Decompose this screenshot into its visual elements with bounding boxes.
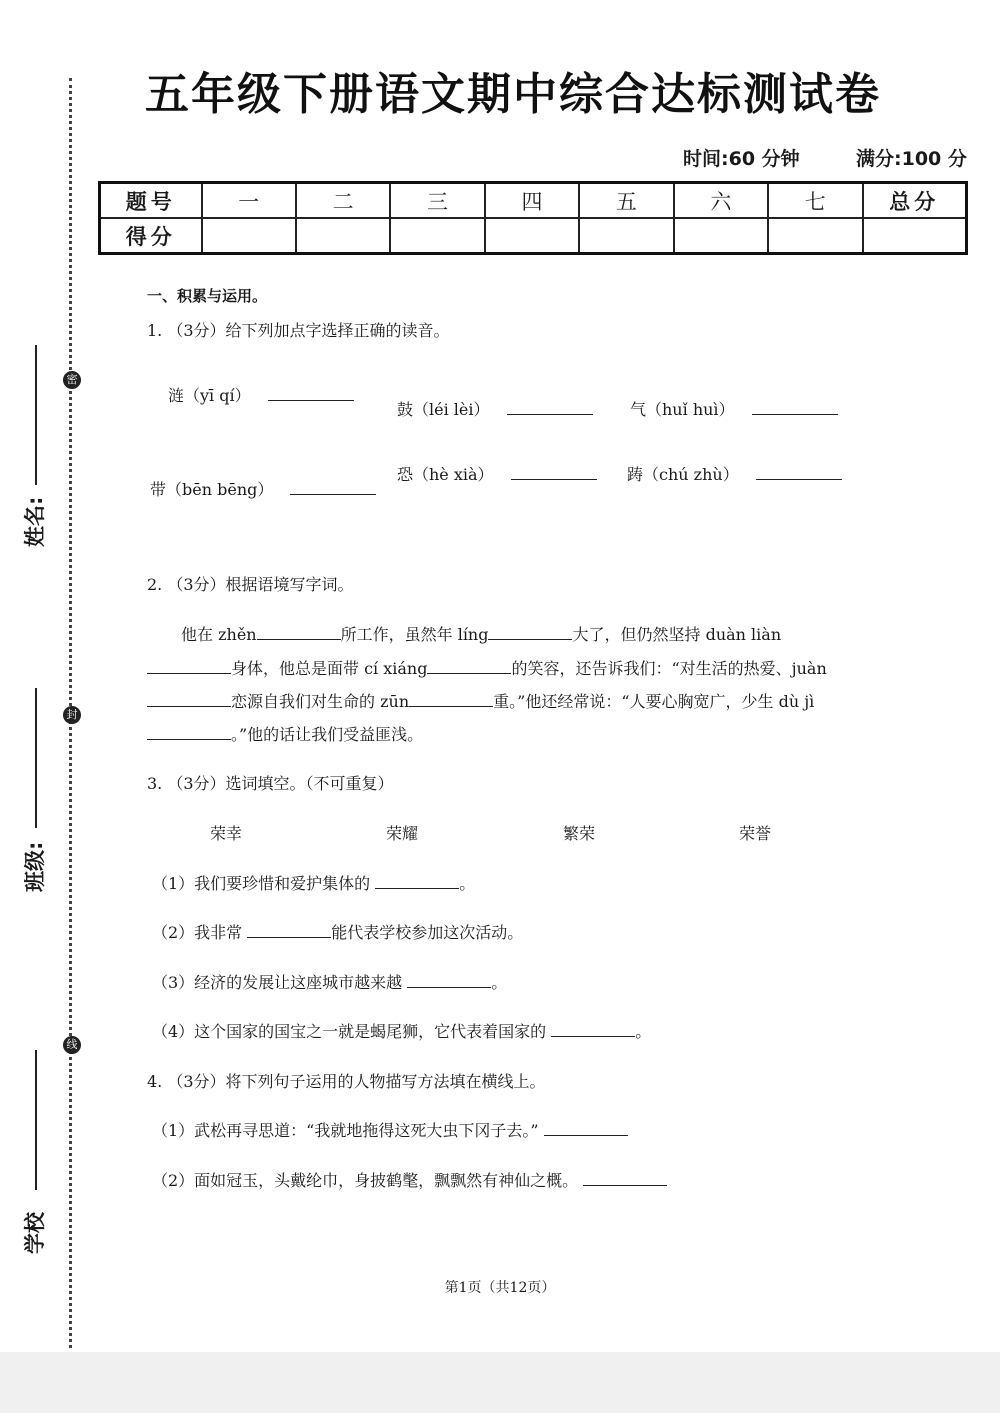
- q3-word: 荣耀: [386, 824, 419, 843]
- section-heading: 一、积累与运用。: [147, 287, 268, 305]
- answer-blank[interactable]: [407, 971, 491, 988]
- answer-blank[interactable]: [268, 384, 354, 401]
- q2-text: 大了，但仍然坚持 duàn liàn: [572, 625, 782, 644]
- q1-item-text: 踌（chú zhù）: [627, 465, 739, 484]
- q1-item-6: [150, 477, 376, 500]
- score-cell[interactable]: [768, 218, 862, 254]
- page-footer: 第1页（共12页）: [444, 1280, 556, 1296]
- q1-item-2: [397, 397, 593, 420]
- answer-blank[interactable]: [583, 1169, 667, 1186]
- score-cell[interactable]: [202, 218, 296, 254]
- q1-item-4: [397, 462, 597, 485]
- column-6: 六: [674, 183, 768, 219]
- seal-mark-mi: 密: [63, 371, 81, 389]
- answer-blank[interactable]: [147, 657, 231, 674]
- q3-word: 繁荣: [563, 824, 596, 843]
- school-label: 学校: [23, 1212, 47, 1254]
- answer-blank[interactable]: [147, 690, 231, 707]
- answer-blank[interactable]: [752, 398, 838, 415]
- q3-word: 荣幸: [210, 824, 243, 843]
- score-cell[interactable]: [296, 218, 390, 254]
- answer-blank[interactable]: [551, 1020, 635, 1037]
- q2-prompt: 2. （3分）根据语境写字词。: [147, 575, 354, 594]
- score-table-header-row: [100, 183, 967, 219]
- q3-text: （4）这个国家的国宝之一就是蝎尾狮，它代表着国家的: [152, 1022, 547, 1041]
- seal-mark-feng: 封: [63, 706, 81, 724]
- seal-mark-xian: 线: [63, 1036, 81, 1054]
- answer-blank[interactable]: [544, 1119, 628, 1136]
- q4-item-2: [152, 1168, 667, 1191]
- q3-item-3: [152, 970, 507, 993]
- column-2: 二: [296, 183, 390, 219]
- q2-text: 他在 zhěn: [181, 625, 257, 644]
- q2-text: 的笑容，还告诉我们：“对生活的热爱、juàn: [511, 659, 827, 678]
- school-field-line: [35, 1050, 37, 1190]
- q4-prompt: 4. （3分）将下列句子运用的人物描写方法填在横线上。: [147, 1072, 546, 1091]
- q2-text: 重。”他还经常说：“人要心胸宽广，少生 dù jì: [493, 692, 815, 711]
- q2-line-1: [181, 622, 781, 645]
- answer-blank[interactable]: [409, 690, 493, 707]
- score-cell[interactable]: [390, 218, 484, 254]
- name-field-line: [35, 345, 37, 485]
- q2-line-3: [147, 689, 814, 712]
- answer-blank[interactable]: [488, 623, 572, 640]
- column-4: 四: [485, 183, 579, 219]
- column-7: 七: [768, 183, 862, 219]
- q3-text: （3）经济的发展让这座城市越来越: [152, 973, 403, 992]
- q1-item-text: 带（bēn bēng）: [150, 480, 274, 499]
- q2-text: 恋源自我们对生命的 zūn: [231, 692, 410, 711]
- q1-prompt: 1. （3分）给下列加点字选择正确的读音。: [147, 321, 450, 340]
- answer-blank[interactable]: [247, 921, 331, 938]
- score-cell[interactable]: [674, 218, 768, 254]
- q3-item-2: [152, 920, 523, 943]
- answer-blank[interactable]: [756, 463, 842, 480]
- score-cell[interactable]: [579, 218, 673, 254]
- q3-word: 荣誉: [739, 824, 772, 843]
- q4-text: （2）面如冠玉，头戴纶巾，身披鹤氅，飘飘然有神仙之概。: [152, 1171, 579, 1190]
- q4-item-1: [152, 1118, 628, 1141]
- column-3: 三: [390, 183, 484, 219]
- score-table-score-row: [100, 218, 967, 254]
- q2-text: 所工作，虽然年 líng: [340, 625, 489, 644]
- class-label: 班级:: [23, 841, 47, 892]
- score-cell[interactable]: [485, 218, 579, 254]
- q2-text: 。”他的话让我们受益匪浅。: [231, 725, 424, 744]
- q3-prompt: 3. （3分）选词填空。（不可重复）: [147, 774, 394, 793]
- answer-blank[interactable]: [507, 398, 593, 415]
- name-label: 姓名:: [23, 496, 47, 547]
- column-5: 五: [579, 183, 673, 219]
- q3-text: 。: [635, 1022, 652, 1041]
- q2-line-4: [147, 722, 423, 745]
- full-score: 满分:100 分: [856, 148, 967, 170]
- answer-blank[interactable]: [147, 723, 231, 740]
- q1-item-5: [627, 462, 842, 485]
- class-field-line: [35, 688, 37, 828]
- q3-text: 能代表学校参加这次活动。: [331, 923, 524, 942]
- q1-item-1: [168, 383, 354, 406]
- score-table: [98, 181, 968, 255]
- column-1: 一: [202, 183, 296, 219]
- score-cell-total[interactable]: [863, 218, 967, 254]
- q3-item-1: [152, 871, 475, 894]
- answer-blank[interactable]: [257, 623, 341, 640]
- q3-text: （2）我非常: [152, 923, 243, 942]
- q1-item-3: [630, 397, 838, 420]
- q3-text: （1）我们要珍惜和爱护集体的: [152, 874, 371, 893]
- page-title: 五年级下册语文期中综合达标测试卷: [145, 69, 881, 120]
- column-total: 总分: [863, 183, 967, 219]
- q1-item-text: 涟（yī qí）: [168, 386, 251, 405]
- bottom-margin: [0, 1352, 1000, 1413]
- answer-blank[interactable]: [511, 463, 597, 480]
- q2-text: 身体，他总是面带 cí xiáng: [231, 659, 428, 678]
- answer-blank[interactable]: [290, 478, 376, 495]
- answer-blank[interactable]: [375, 872, 459, 889]
- q1-item-text: 鼓（léi lèi）: [397, 400, 490, 419]
- q4-text: （1）武松再寻思道：“我就地拖得这死大虫下冈子去。”: [152, 1121, 539, 1140]
- answer-blank[interactable]: [427, 657, 511, 674]
- q1-item-text: 恐（hè xià）: [397, 465, 494, 484]
- question-number-label: 题号: [100, 183, 202, 219]
- exam-time: 时间:60 分钟: [683, 148, 800, 170]
- score-row-label: 得分: [100, 218, 202, 254]
- q3-item-4: [152, 1019, 651, 1042]
- q3-text: 。: [491, 973, 508, 992]
- q1-item-text: 气（huǐ huì）: [630, 400, 735, 419]
- q3-text: 。: [459, 874, 476, 893]
- q2-line-2: [147, 656, 827, 679]
